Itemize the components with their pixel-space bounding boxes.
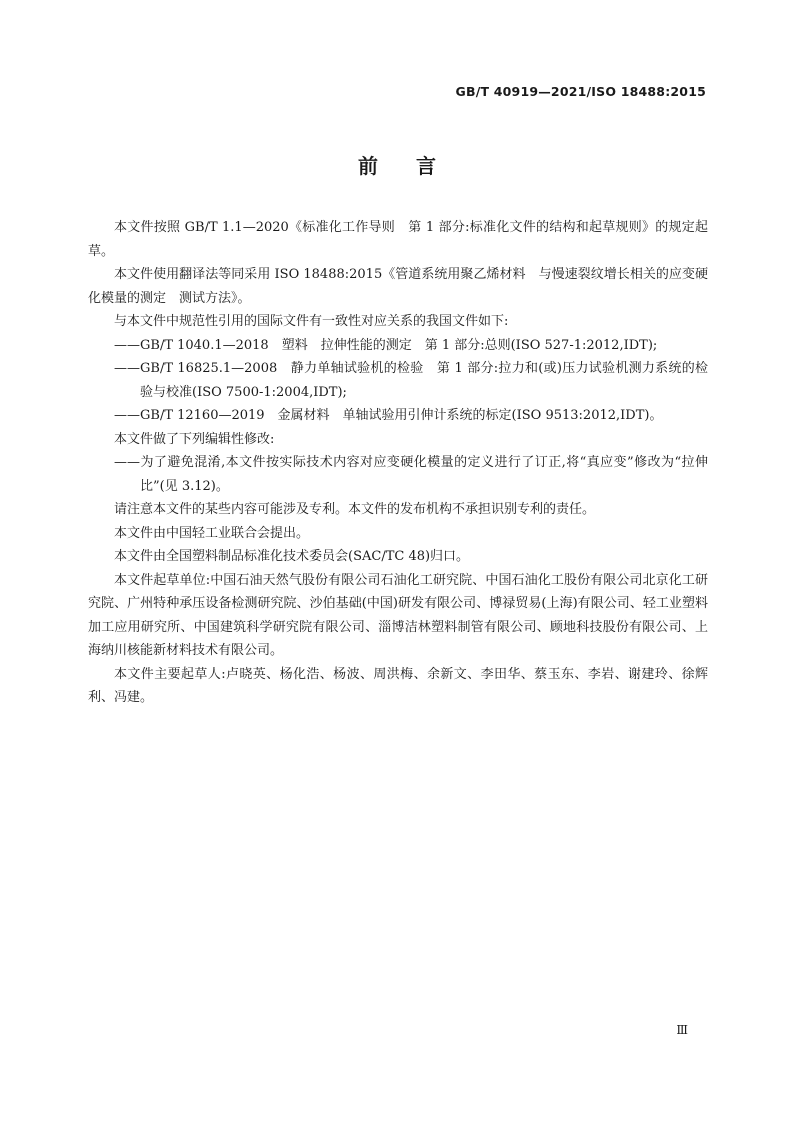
page-title: 前言 — [358, 154, 474, 178]
paragraph-patent-notice: 请注意本文件的某些内容可能涉及专利。本文件的发布机构不承担识别专利的责任。 — [114, 502, 596, 517]
page-number: Ⅲ — [676, 1023, 688, 1037]
edit-item: ——为了避免混淆,本文件按实际技术内容对应变硬化模量的定义进行了订正,将“真应变”修改为“拉伸比”(见 3.12)。 — [114, 455, 708, 494]
paragraph-references-intro: 与本文件中规范性引用的国际文件有一致性对应关系的我国文件如下: — [114, 314, 509, 329]
standard-number-header: GB/T 40919—2021/ISO 18488:2015 — [455, 84, 706, 99]
paragraph-adoption: 本文件使用翻译法等同采用 ISO 18488:2015《管道系统用聚乙烯材料 与慢速裂纹增长相关的应变硬化模量的测定 测试方法》。 — [88, 267, 708, 306]
paragraph-edits-intro: 本文件做了下列编辑性修改: — [114, 431, 275, 447]
paragraph-drafting-rules: 本文件按照 GB/T 1.1—2020《标准化工作导则 第 1 部分:标准化文件的结构和起草规则》的规定起草。 — [88, 220, 708, 259]
reference-item-gbt12160: ——GB/T 12160—2019 金属材料 单轴试验用引伸计系统的标定(ISO 9513:2012,IDT)。 — [114, 408, 663, 423]
paragraph-drafting-units: 本文件起草单位:中国石油天然气股份有限公司石油化工研究院、中国石油化工股份有限公司北京化工研究院、广州特种承压设备检测研究院、沙伯基础(中国)研发有限公司、博禄贸易(上海)有限公司、轻工业塑料加工应用研究所、中国建筑科学研究院有限公司、淄博洁林塑料制管有限公司、顾地科技股份有限公司、上海纳川核能新材料技术有限公司。 — [88, 572, 708, 658]
foreword-body — [88, 216, 708, 710]
paragraph-proposer: 本文件由中国轻工业联合会提出。 — [114, 525, 310, 541]
paragraph-committee: 本文件由全国塑料制品标准化技术委员会(SAC/TC 48)归口。 — [114, 549, 470, 564]
reference-item-gbt16825: ——GB/T 16825.1—2008 静力单轴试验机的检验 第 1 部分:拉力和(或)压力试验机测力系统的检验与校准(ISO 7500-1:2004,IDT); — [114, 361, 708, 400]
reference-item-gbt1040: ——GB/T 1040.1—2018 塑料 拉伸性能的测定 第 1 部分:总则(ISO 527-1:2012,IDT); — [114, 337, 658, 353]
paragraph-drafters: 本文件主要起草人:卢晓英、杨化浩、杨波、周洪梅、余新文、李田华、蔡玉东、李岩、谢建玲、徐辉利、冯建。 — [88, 666, 708, 705]
